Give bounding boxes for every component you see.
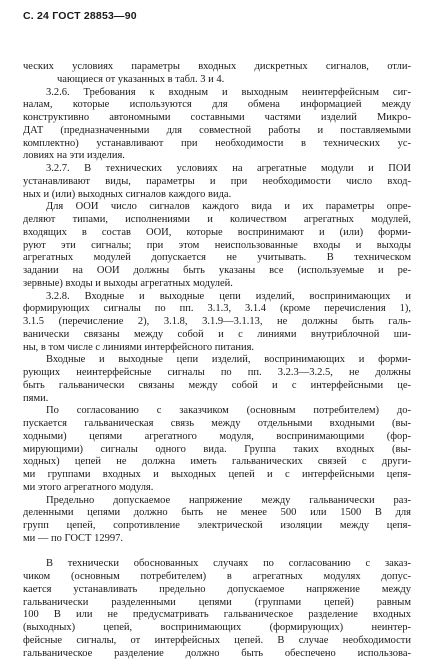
text-line: ных и (или) выходных сигналов каждого вида.	[23, 189, 411, 202]
text-line: быть гальванически связаны между собой и с интерфейсными це-	[23, 380, 411, 393]
text-line: Для ООИ число сигналов каждого вида и их параметры опре-	[23, 201, 411, 214]
text-line: чающиеся от указанных в табл. 3 и 4.	[23, 74, 411, 87]
text-line: (выходных) цепей, воспринимающих (формирующих) неинтер-	[23, 622, 411, 635]
text-line: конструктивно автономными составными частями изделий Микро-	[23, 112, 411, 125]
text-line: Предельно допускаемое напряжение между гальванически раз-	[23, 495, 411, 508]
text-line: В технически обоснованных случаях по согласованию с заказ-	[23, 558, 411, 571]
text-line: ческих условиях параметры входных дискретных сигналов, отли-	[23, 61, 411, 74]
text-line: гальванически разделенными цепями (группами цепей) равным	[23, 597, 411, 610]
text-line: По согласованию с заказчиком (основным потребителем) до-	[23, 405, 411, 418]
text-line: задании на ООИ должны быть указаны все (используемые и ре-	[23, 265, 411, 278]
page-header: С. 24 ГОСТ 28853—90	[23, 10, 137, 22]
text-line: ДАТ (предназначенными для совместной работы и поставляемыми	[23, 125, 411, 138]
text-line: рующих неинтерфейсные сигналы по пп. 3.2.3—3.2.5, не должны	[23, 367, 411, 380]
text-line: руют эти сигналы; при этом неиспользованные входы и выходы	[23, 240, 411, 253]
text-line: деляют типами, исполнениями и количеством агрегатных модулей,	[23, 214, 411, 227]
text-line: устанавливают виды, параметры и при необходимости число вход-	[23, 176, 411, 189]
text-line: Входные и выходные цепи изделий, воспринимающих и форми-	[23, 354, 411, 367]
text-line: ванически связаны между собой и с линиями внутриблочной ши-	[23, 329, 411, 342]
text-line: фейсные сигналы, от интерфейсных цепей. В случае необходимости	[23, 635, 411, 648]
text-line: 3.2.6. Требования к входным и выходным неинтерфейсным сиг-	[23, 87, 411, 100]
text-line: ми этого агрегатного модуля.	[23, 482, 411, 495]
text-line: формирующих сигналы по пп. 3.1.3, 3.1.4 (кроме перечисления 1),	[23, 303, 411, 316]
text-line: комплектно) устанавливают при необходимости в технических ус-	[23, 138, 411, 151]
text-line: ми группами входных и выходных цепей и с интерфейсными цепя-	[23, 469, 411, 482]
document-body	[23, 61, 411, 660]
text-line: пускается гальваническая связь между отдельными входными (вы-	[23, 418, 411, 431]
text-line: 100 В или не предусматривать гальваническое разделение входных	[23, 609, 411, 622]
text-line: зервные) входы и выходы агрегатных модулей.	[23, 278, 411, 291]
text-line: ходными) цепями агрегатного модуля, воспринимающими (фор-	[23, 431, 411, 444]
text-line: 3.2.8. Входные и выходные цепи изделий, воспринимающих и	[23, 291, 411, 304]
text-line: входящих в состав ООИ, которые воспринимают и (или) форми-	[23, 227, 411, 240]
text-line: групп цепей, сопротивление электрической изоляции между цепя-	[23, 520, 411, 533]
text-line	[23, 546, 411, 559]
text-line: ловиях на эти изделия.	[23, 150, 411, 163]
text-line: налам, которые используются для обмена информацией между	[23, 99, 411, 112]
text-line: пями.	[23, 393, 411, 406]
text-line: мирующими) сигналы одного вида. Группа таких входных (вы-	[23, 444, 411, 457]
text-line: агрегатных модулей допускается не учитывать. В техническом	[23, 252, 411, 265]
text-line: ны, в том числе с линиями интерфейсного питания.	[23, 342, 411, 355]
text-line: гальваническое разделение должно быть обеспечено использова-	[23, 648, 411, 660]
text-line: ходных) цепей не должна иметь гальванических связей с други-	[23, 456, 411, 469]
text-line: 3.2.7. В технических условиях на агрегатные модули и ПОИ	[23, 163, 411, 176]
text-line: чиком (основным потребителем) в агрегатных модулях допус-	[23, 571, 411, 584]
text-line: ми — по ГОСТ 12997.	[23, 533, 411, 546]
text-line: деленными цепями должно быть не менее 500 или 1500 В для	[23, 507, 411, 520]
text-line: 3.1.5 (перечисление 2), 3.1.8, 3.1.9—3.1.13, не должны быть галь-	[23, 316, 411, 329]
text-line: кается устанавливать предельно допускаемое напряжение между	[23, 584, 411, 597]
